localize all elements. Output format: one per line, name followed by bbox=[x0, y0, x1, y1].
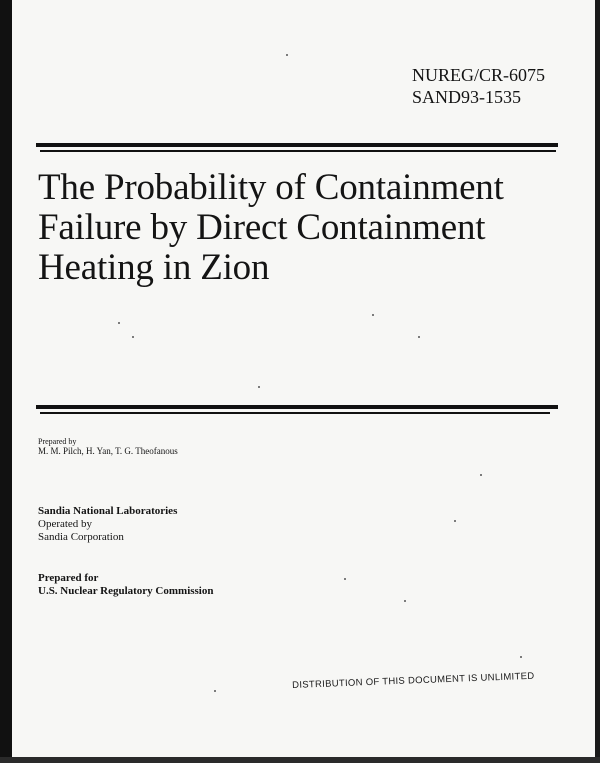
scan-speck bbox=[520, 656, 522, 658]
title-line: Heating in Zion bbox=[38, 247, 270, 288]
scan-border-bottom bbox=[0, 757, 600, 763]
scan-border-left bbox=[0, 0, 12, 763]
organization-block bbox=[38, 505, 177, 544]
operator-name: Sandia Corporation bbox=[38, 531, 124, 543]
prepared-by-block bbox=[38, 437, 178, 456]
bottom-rule-thin bbox=[40, 412, 550, 414]
title-line: The Probability of Containment bbox=[38, 167, 504, 208]
report-number-nureg: NUREG/CR-6075 bbox=[412, 65, 546, 85]
prepared-for-label: Prepared for bbox=[38, 572, 99, 584]
top-rule-thin bbox=[40, 150, 556, 152]
scan-speck bbox=[344, 578, 346, 580]
scan-speck bbox=[480, 474, 482, 476]
scan-speck bbox=[372, 314, 374, 316]
prepared-for-block bbox=[38, 572, 213, 598]
scan-speck bbox=[404, 600, 406, 602]
top-rule-thick bbox=[36, 143, 558, 147]
scan-speck bbox=[214, 690, 216, 692]
prepared-by-label: Prepared by bbox=[38, 437, 77, 446]
report-numbers bbox=[412, 64, 545, 108]
title-line: Failure by Direct Containment bbox=[38, 207, 486, 248]
report-number-sand: SAND93-1535 bbox=[412, 87, 522, 107]
scan-speck bbox=[286, 54, 288, 56]
scan-border-right bbox=[595, 0, 600, 763]
scan-speck bbox=[132, 336, 134, 338]
operated-by-label: Operated by bbox=[38, 518, 93, 530]
sponsor-name: U.S. Nuclear Regulatory Commission bbox=[38, 585, 214, 597]
organization-name: Sandia National Laboratories bbox=[38, 505, 178, 517]
bottom-rule-thick bbox=[36, 405, 558, 409]
scan-speck bbox=[454, 520, 456, 522]
scan-speck bbox=[258, 386, 260, 388]
scan-speck bbox=[418, 336, 420, 338]
scan-speck bbox=[118, 322, 120, 324]
authors: M. M. Pilch, H. Yan, T. G. Theofanous bbox=[38, 446, 178, 456]
document-title bbox=[38, 168, 558, 288]
distribution-stamp: DISTRIBUTION OF THIS DOCUMENT IS UNLIMITED bbox=[292, 670, 535, 691]
